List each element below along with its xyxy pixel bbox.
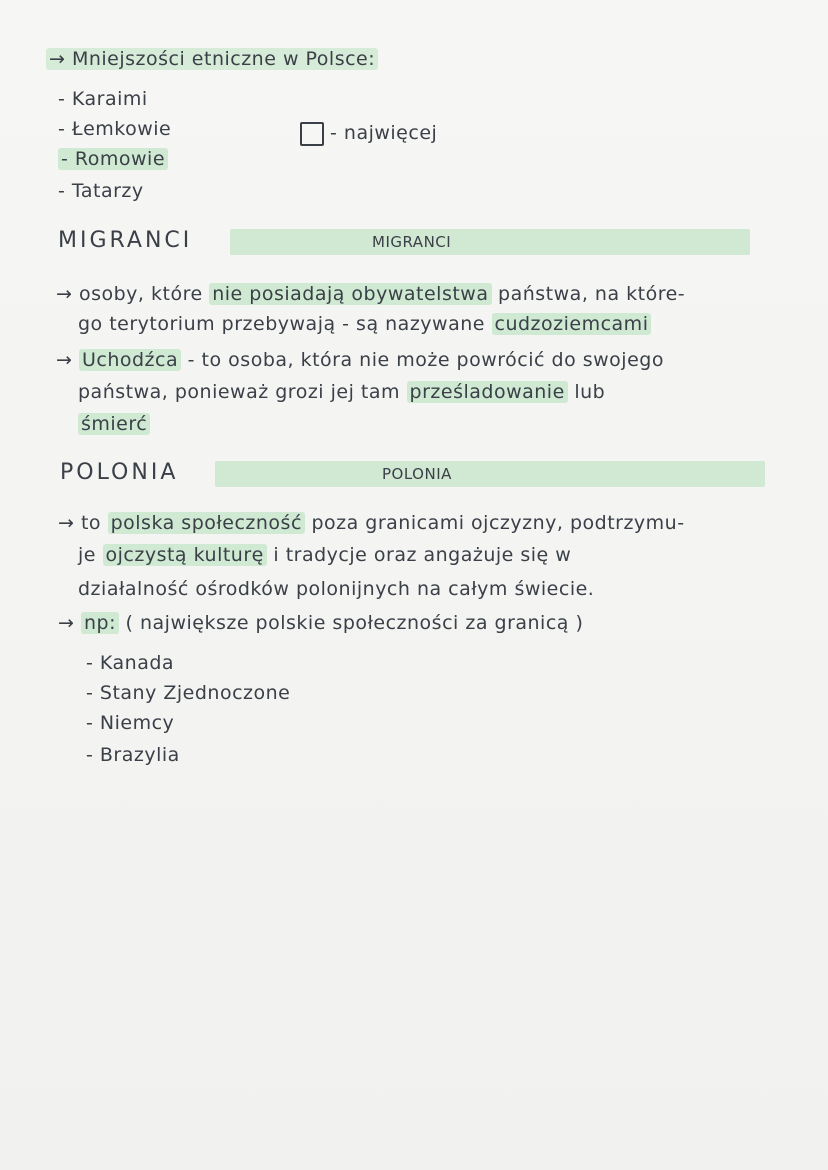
list-item-romowie <box>58 148 168 170</box>
section-title-text: → Mniejszości etniczne w Polsce: <box>46 48 378 70</box>
text: lub <box>567 381 606 403</box>
country-niemcy: - Niemcy <box>86 712 175 734</box>
text: → osoby, które <box>56 283 210 305</box>
legend-box-icon <box>300 122 324 146</box>
text: je <box>78 544 103 566</box>
list-item-tatarzy: - Tatarzy <box>58 180 144 202</box>
highlight-obywatelstwo: nie posiadają obywatelstwa <box>209 283 491 305</box>
band-label-polonia: POLONIA <box>382 465 452 483</box>
legend-label: - najwięcej <box>330 122 438 144</box>
highlight-uchodzca: Uchodźca <box>79 349 181 371</box>
list-item-karaimi: - Karaimi <box>58 88 148 110</box>
polonia-p1-line3: działalność ośrodków polonijnych na całym świecie. <box>78 578 595 600</box>
arrow: → <box>56 349 79 371</box>
heading-band-migranci <box>230 229 750 255</box>
highlight-smierc: śmierć <box>78 413 150 435</box>
highlight-ojczysta-kultura: ojczystą kulturę <box>103 544 267 566</box>
text: i tradycje oraz angażuje się w <box>266 544 572 566</box>
section-title <box>46 48 378 70</box>
highlight-polska-spolecznosc: polska społeczność <box>108 512 305 534</box>
country-brazylia: - Brazylia <box>86 744 180 766</box>
band-label-migranci: MIGRANCI <box>372 233 452 251</box>
text: państwa, na które- <box>491 283 686 305</box>
migranci-p1-line2 <box>78 313 651 335</box>
polonia-np-line <box>58 612 583 634</box>
arrow: → <box>58 612 81 634</box>
migranci-p1-line1 <box>56 283 685 305</box>
highlight-np: np: <box>81 612 119 634</box>
heading-band-polonia <box>215 461 765 487</box>
heading-polonia: POLONIA <box>60 460 179 485</box>
highlight-cudzoziemcami: cudzoziemcami <box>492 313 652 335</box>
migranci-p2-line1 <box>56 349 664 371</box>
migranci-p2-line3 <box>78 413 150 435</box>
list-item-lemkowie: - Łemkowie <box>58 118 172 140</box>
highlight-przesladowanie: prześladowanie <box>407 381 568 403</box>
text: → to <box>58 512 108 534</box>
text: go terytorium przebywają - są nazywane <box>78 313 492 335</box>
text: ( największe polskie społeczności za granicą ) <box>118 612 584 634</box>
polonia-p1-line2 <box>78 544 571 566</box>
heading-migranci: MIGRANCI <box>58 228 193 253</box>
country-kanada: - Kanada <box>86 652 175 674</box>
text: poza granicami ojczyzny, podtrzymu- <box>304 512 685 534</box>
text: - to osoba, która nie może powrócić do swojego <box>181 349 664 371</box>
text: państwa, ponieważ grozi jej tam <box>78 381 407 403</box>
list-item-romowie-text: - Romowie <box>58 148 168 170</box>
country-usa: - Stany Zjednoczone <box>86 682 291 704</box>
polonia-p1-line1 <box>58 512 685 534</box>
migranci-p2-line2 <box>78 381 605 403</box>
